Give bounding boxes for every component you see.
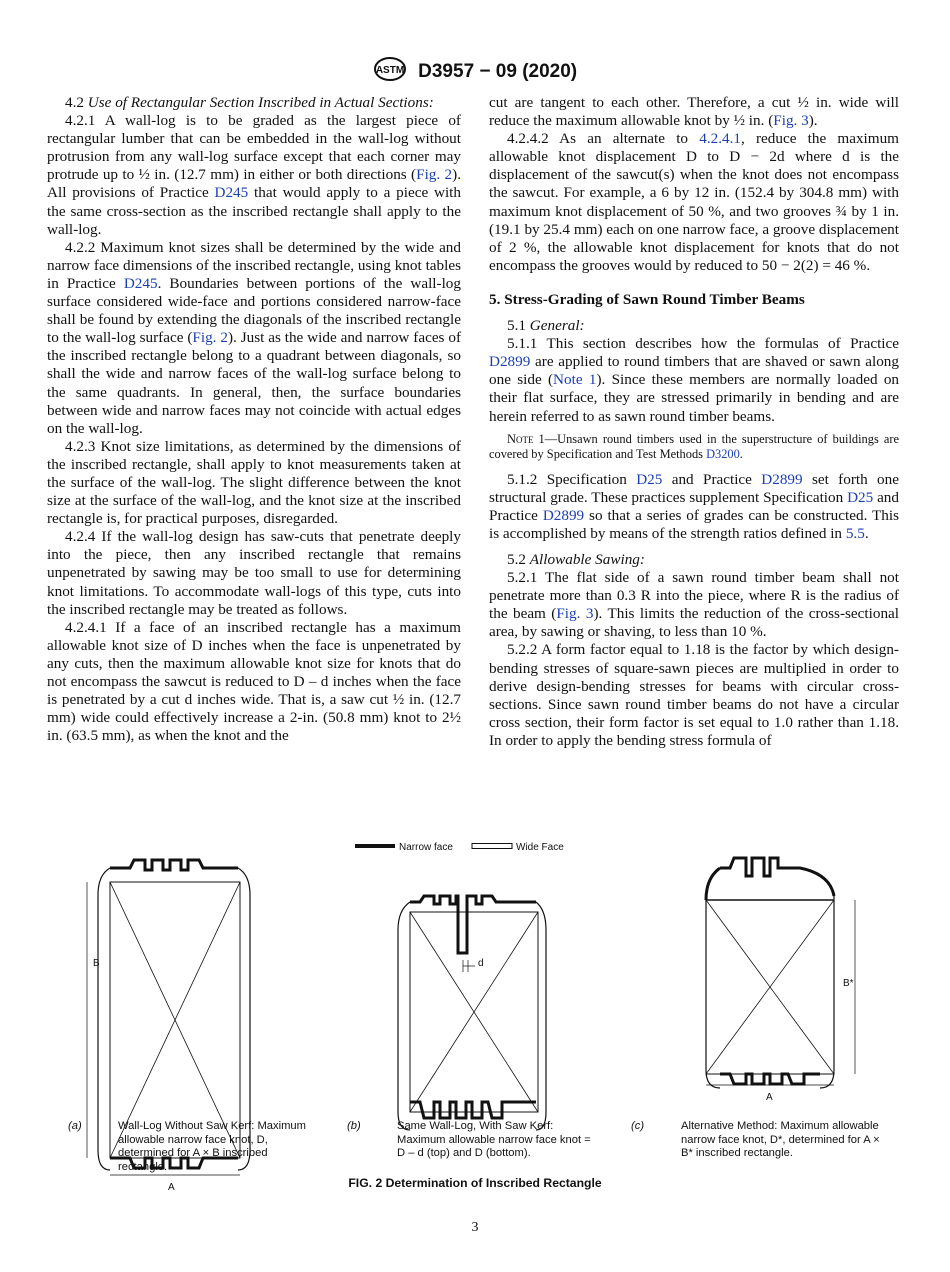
figure-legend (355, 842, 564, 853)
document-title: D3957 − 09 (2020) (418, 61, 578, 82)
link-d2899[interactable]: D2899 (761, 470, 803, 488)
link-d245[interactable]: D245 (214, 184, 249, 202)
para-4-2-3: 4.2.3 Knot size limitations, as determined by the dimensions of the inscribed rectangle, shall apply to knot measurements taken at the surface of the wall-log. The slight difference between the knot size at the surface of the wall-log, and the knot size at the inscribed rectangle is, for practical purposes, disregarded. (47, 437, 461, 528)
link-d2899[interactable]: D2899 (542, 506, 585, 524)
legend-narrow-face: Narrow face (399, 842, 453, 853)
para-5-1-1: 5.1.1 This section describes how the formulas of Practice D2899 are applied to round timbers that are shaved or sawn along one side (Note 1). Since these members are normally loaded on their flat surface, they are stressed primarily in bending and are herein referred to as sawn round timber beams. (489, 335, 900, 425)
dim-label-a: A (168, 1182, 175, 1193)
para-4-2-4-2: 4.2.4.2 As an alternate to 4.2.4.1, reduce the maximum allowable knot displacement D to D − 2d where d is the displacement of the sawcut(s) when the knot does not encompass the sawcut. For example, a 6 by 12 in. (152.4 by 304.8 mm) with maximum knot displacement of 50 %, and two grooves ¾ by 1 in. (19.1 by 25.4 mm) each on one narrow face, a groove displacement of 2 %, the allowable knot displacement for knots that do not encompass the grooves would by reduced to 50 − 2(2) = 46 %. (489, 130, 899, 274)
para-5-2-2: 5.2.2 A form factor equal to 1.18 is the factor by which design-bending stresses of square-sawn pieces are multiplied in order to derive design-bending stresses for beams with circular cross-sections. Since sawn round timber beams do not have a circular cross section, their form factor is set equal to 1.0 rather than 1.18. In order to apply the bending stress formula of (489, 641, 899, 749)
page-header (0, 56, 950, 88)
wall-log-c (706, 858, 855, 1088)
section-5-2: 5.2 Allowable Sawing: (507, 550, 645, 568)
svg-text:ASTM: ASTM (375, 65, 405, 76)
dim-label-a-c: A (766, 1092, 773, 1103)
link-d3200[interactable]: D3200 (706, 447, 740, 462)
link-note-1[interactable]: Note 1 (553, 371, 597, 389)
figure-title: FIG. 2 Determination of Inscribed Rectangle (348, 1176, 602, 1190)
para-4-2-4-1: 4.2.4.1 If a face of an inscribed rectangle has a maximum allowable knot size of D inches when the face is unpenetrated by any cuts, then the maximum allowable knot size for knots that do not encompass the sawcut is reduced to D – d inches when the face is penetrated by a cut d inches wide. That is, a saw cut ½ in. (12.7 mm) wide could effectively increase a 2-in. (50.8 mm) knot to 2½ in. (63.5 mm), as when the knot and the (47, 618, 461, 745)
link-d245[interactable]: D245 (123, 274, 158, 292)
astm-logo-icon (373, 56, 407, 88)
section-4-2: 4.2 Use of Rectangular Section Inscribed in Actual Sections: (65, 94, 434, 111)
link-5-5[interactable]: 5.5 (845, 524, 865, 542)
dim-label-bstar: B* (843, 978, 854, 989)
link-fig-2[interactable]: Fig. 2 (416, 166, 453, 184)
para-5-2-1: 5.2.1 The flat side of a sawn round timber beam shall not penetrate more than 0.3 R into the piece, where R is the radius of the beam (Fig. 3). This limits the reduction of the cross-sectional area, by sawing or shaving, to less than 10 %. (489, 569, 899, 641)
dim-label-b: B (93, 958, 100, 969)
page-number: 3 (471, 1220, 479, 1235)
para-5-1-2: 5.1.2 Specification D25 and Practice D2899 set forth one structural grade. These practices supplement Specification D25 and Practice D2899 so that a series of grades can be constructed. This is accomplished by means of the strength ratios defined in 5.5. (489, 470, 899, 542)
para-4-2-2: 4.2.2 Maximum knot sizes shall be determined by the wide and narrow face dimensions of the inscribed rectangle, using knot tables in Practice D245. Boundaries between portions of the wall-log surface considered wide-face and portions considered narrow-face shall be found by extending the diagonals of the inscribed rectangle to the wall-log surface (Fig. 2). Just as the wide and narrow faces of the inscribed rectangle belong to a quadrant between diagonals, so shall the wide and narrow faces of the wall-log surface belong to the same quadrants. In general, then, the surface boundaries between wide and narrow faces may not coincide with actual edges on the wall-log. (47, 238, 461, 437)
wall-log-b (398, 896, 546, 1130)
para-4-2-1: 4.2.1 A wall-log is to be graded as the largest piece of rectangular lumber that can be embedded in the wall-log without protrusion from any wall-log surface except that each corner may protrude up to ½ in. (12.7 mm) in either or both directions (Fig. 2). All provisions of Practice D245 that would apply to a piece with the same cross-section as the inscribed rectangle shall apply to the wall-log. (47, 112, 461, 238)
link-d25[interactable]: D25 (847, 488, 874, 506)
link-d25[interactable]: D25 (636, 470, 663, 488)
right-column (489, 94, 899, 750)
left-column (47, 94, 461, 745)
para-continued: cut are tangent to each other. Therefore, a cut ½ in. wide will reduce the maximum allowable knot by ½ in. (Fig. 3). (489, 94, 899, 130)
link-fig-2[interactable]: Fig. 2 (192, 329, 228, 347)
section-5-1: 5.1 General: (507, 317, 585, 335)
section-5-heading: 5. Stress-Grading of Sawn Round Timber Beams (489, 290, 805, 308)
link-4-2-4-1[interactable]: 4.2.4.1 (699, 130, 741, 148)
link-fig-3[interactable]: Fig. 3 (773, 112, 809, 130)
link-fig-3[interactable]: Fig. 3 (556, 605, 594, 623)
legend-wide-face: Wide Face (516, 842, 564, 853)
para-4-2-4: 4.2.4 If the wall-log design has saw-cuts that penetrate deeply into the piece, then any inscribed rectangle that remains unpenetrated by sawing may be too small to use for determining knot limitations. To accommodate wall-logs of this type, cuts into the inscribed rectangle may be treated as follows. (47, 528, 461, 618)
note-1: Note 1—Unsawn round timbers used in the superstructure of buildings are covered by Specification and Test Methods D3200. (489, 431, 899, 462)
dim-label-d: d (478, 958, 484, 969)
link-d2899[interactable]: D2899 (489, 353, 531, 371)
